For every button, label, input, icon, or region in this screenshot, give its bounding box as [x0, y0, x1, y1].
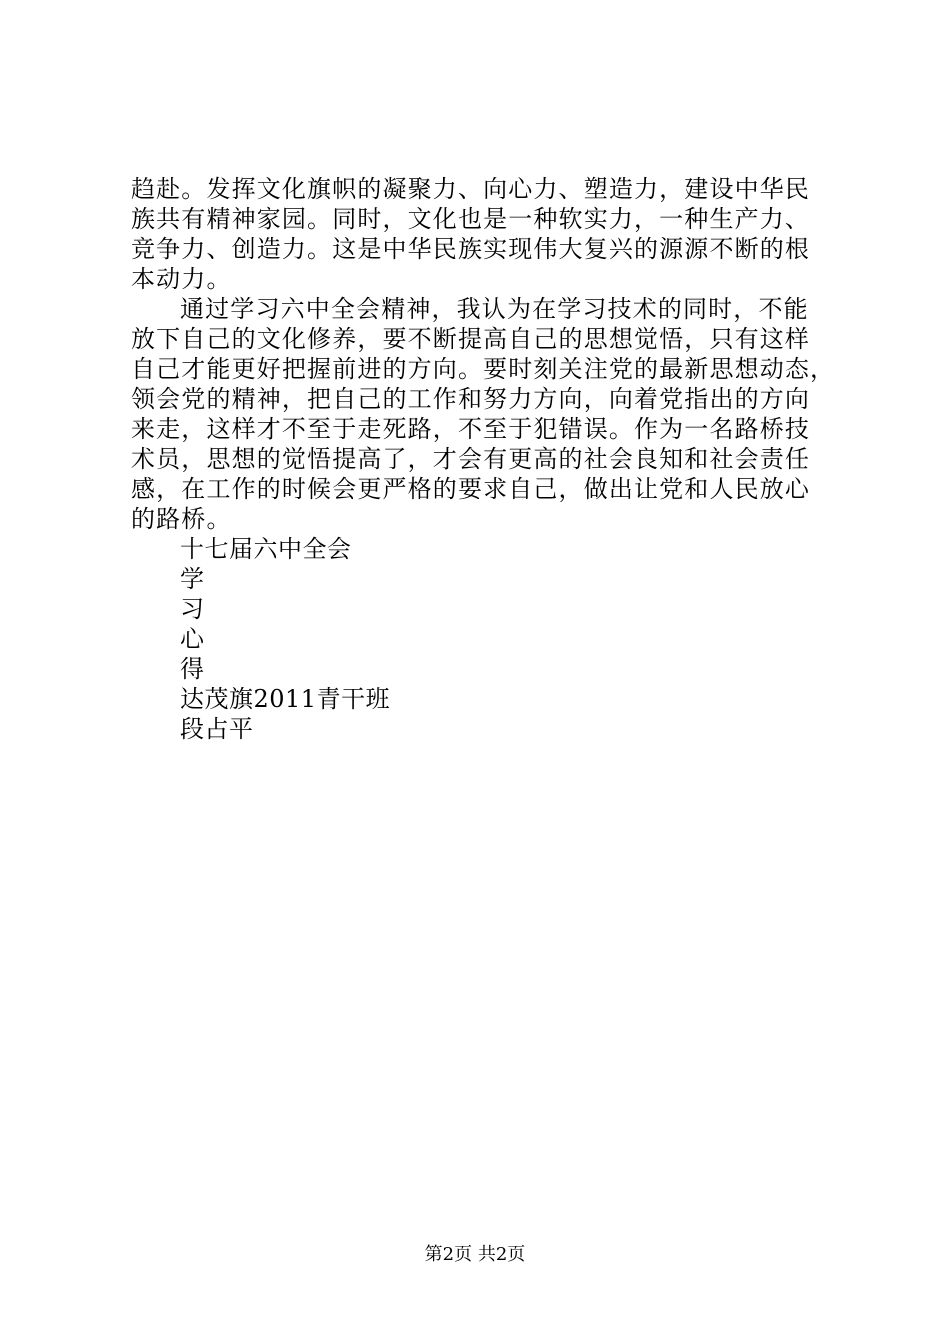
text-line: 放下自己的文化修养，要不断提高自己的思想觉悟，只有这样 — [131, 325, 811, 353]
signature-char: 得 — [180, 655, 205, 683]
signature-organization: 达茂旗2011青干班 — [180, 685, 391, 713]
signature-block — [131, 534, 831, 744]
document-body — [131, 174, 836, 744]
text-line: 感，在工作的时候会更严格的要求自己，做出让党和人民放心 — [131, 475, 811, 503]
signature-author: 段占平 — [180, 715, 254, 743]
text-line: 通过学习六中全会精神，我认为在学习技术的同时，不能 — [180, 295, 809, 323]
text-line: 自己才能更好把握前进的方向。要时刻关注党的最新思想动态， — [131, 355, 836, 383]
signature-char: 习 — [180, 595, 205, 623]
signature-title: 十七届六中全会 — [180, 535, 352, 563]
page-number-footer: 第2页 共2页 — [424, 1244, 526, 1265]
text-line: 本动力。 — [131, 265, 232, 293]
text-line: 的路桥。 — [131, 505, 232, 533]
text-line: 术员，思想的觉悟提高了，才会有更高的社会良知和社会责任 — [131, 445, 811, 473]
text-line: 来走，这样才不至于走死路，不至于犯错误。作为一名路桥技 — [131, 415, 811, 443]
text-line: 趋赴。发挥文化旗帜的凝聚力、向心力、塑造力，建设中华民 — [131, 175, 811, 203]
paragraph-2 — [131, 294, 836, 534]
signature-char: 心 — [180, 625, 205, 653]
text-line: 领会党的精神，把自己的工作和努力方向，向着党指出的方向 — [131, 385, 811, 413]
paragraph-1 — [131, 174, 831, 294]
text-line: 族共有精神家园。同时，文化也是一种软实力，一种生产力、 — [131, 205, 811, 233]
signature-char: 学 — [180, 565, 205, 593]
text-line: 竞争力、创造力。这是中华民族实现伟大复兴的源源不断的根 — [131, 235, 811, 263]
